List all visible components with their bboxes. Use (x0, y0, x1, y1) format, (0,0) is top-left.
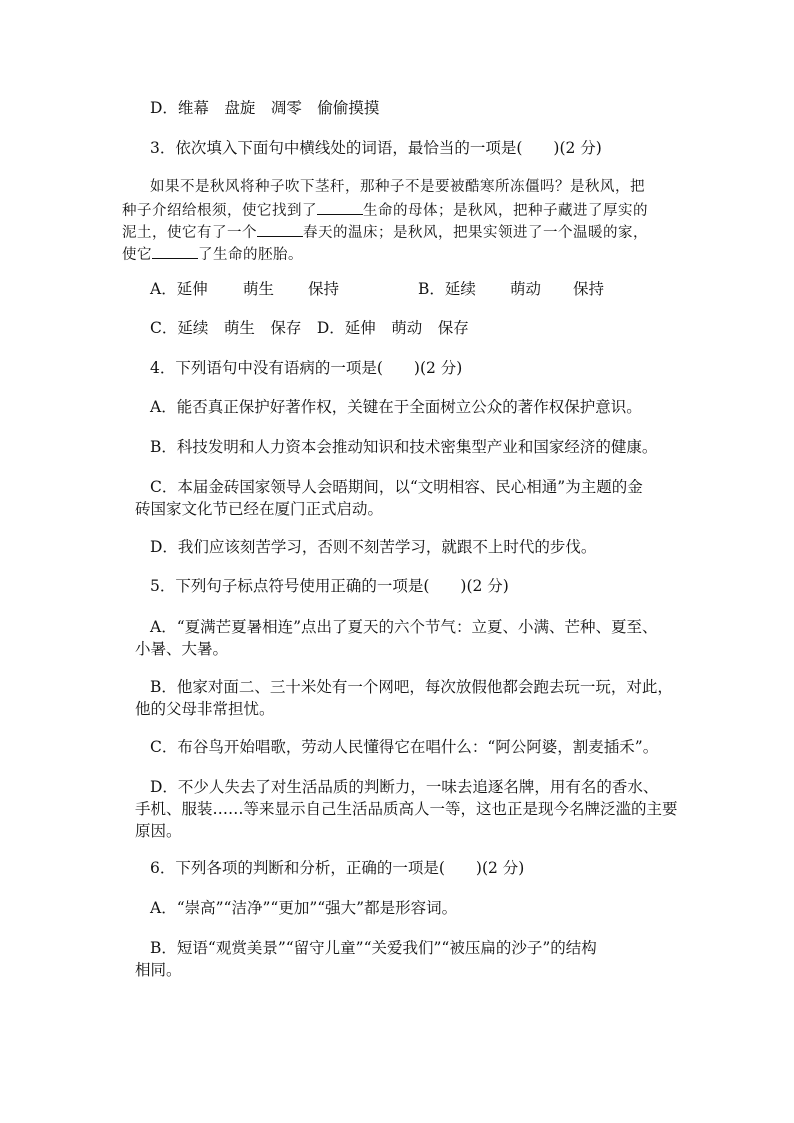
q5-option-a-line-1: A．“夏满芒夏暑相连”点出了夏天的六个节气：立夏、小满、芒种、夏至、 (150, 618, 658, 636)
q3-option-b: B．延续 萌动 保持 (418, 280, 605, 298)
fill-blank-1 (317, 198, 363, 215)
q4-option-c-line-1: C．本届金砖国家领导人会晤期间，以“文明相容、民心相通”为主题的金 (150, 478, 643, 496)
q5-option-a-line-2: 小暑、大暑。 (135, 640, 229, 658)
q4-stem: 4．下列语句中没有语病的一项是( )(2 分) (150, 359, 463, 377)
q3-passage-line-1: 如果不是秋风将种子吹下茎秆，那种子不是要被酷寒所冻僵吗？是秋风，把 (150, 179, 645, 195)
q5-stem: 5．下列句子标点符号使用正确的一项是( )(2 分) (150, 577, 509, 595)
q3-options-c-d: C．延续 萌生 保存 D．延伸 萌动 保存 (150, 319, 469, 337)
fill-blank-3 (152, 242, 198, 259)
q3-stem: 3．依次填入下面句中横线处的词语，最恰当的一项是( )(2 分) (150, 139, 602, 157)
q4-option-c-line-2: 砖国家文化节已经在厦门正式启动。 (135, 500, 384, 518)
q4-option-d: D．我们应该刻苦学习，否则不刻苦学习，就跟不上时代的步伐。 (150, 538, 597, 556)
q4-option-b: B．科技发明和人力资本会推动知识和技术密集型产业和国家经济的健康。 (150, 438, 658, 456)
q6-stem: 6．下列各项的判断和分析，正确的一项是( )(2 分) (150, 859, 525, 877)
q5-option-d-line-2: 手机、服装……等来显示自己生活品质高人一等，这也正是现今名牌泛滥的主要 (135, 800, 678, 818)
q6-option-a: A．“崇高”“洁净”“更加”“强大”都是形容词。 (150, 899, 458, 917)
q5-option-b-line-2: 他的父母非常担忧。 (135, 700, 275, 718)
q5-option-d-line-1: D．不少人失去了对生活品质的判断力，一味去追逐名牌，用有名的香水、 (150, 778, 659, 796)
q3-passage-line-3: 泥土，使它有了一个 春天的温床；是秋风，把果实领进了一个温暖的家， (122, 220, 648, 244)
q2-option-d: D．维幕 盘旋 凋零 偷偷摸摸 (150, 99, 380, 117)
fill-blank-2 (257, 220, 303, 237)
q5-option-c: C．布谷鸟开始唱歌，劳动人民懂得它在唱什么：“阿公阿婆，割麦插禾”。 (150, 738, 659, 756)
q5-option-b-line-1: B．他家对面二、三十米处有一个网吧，每次放假他都会跑去玩一玩，对此， (150, 678, 673, 696)
q5-option-d-line-3: 原因。 (135, 822, 182, 840)
q3-option-a: A．延伸 萌生 保持 (150, 280, 340, 298)
q6-option-b-line-1: B．短语“观赏美景”“留守儿童”“关爱我们”“被压扁的沙子”的结构 (150, 939, 597, 957)
q3-passage-line-2: 种子介绍给根须，使它找到了 生命的母体；是秋风，把种子藏进了厚实的 (122, 198, 648, 222)
q6-option-b-line-2: 相同。 (135, 961, 182, 979)
q4-option-a: A．能否真正保护好著作权，关键在于全面树立公众的著作权保护意识。 (150, 398, 642, 416)
q3-passage-line-4: 使它 了生命的胚胎。 (122, 242, 303, 266)
